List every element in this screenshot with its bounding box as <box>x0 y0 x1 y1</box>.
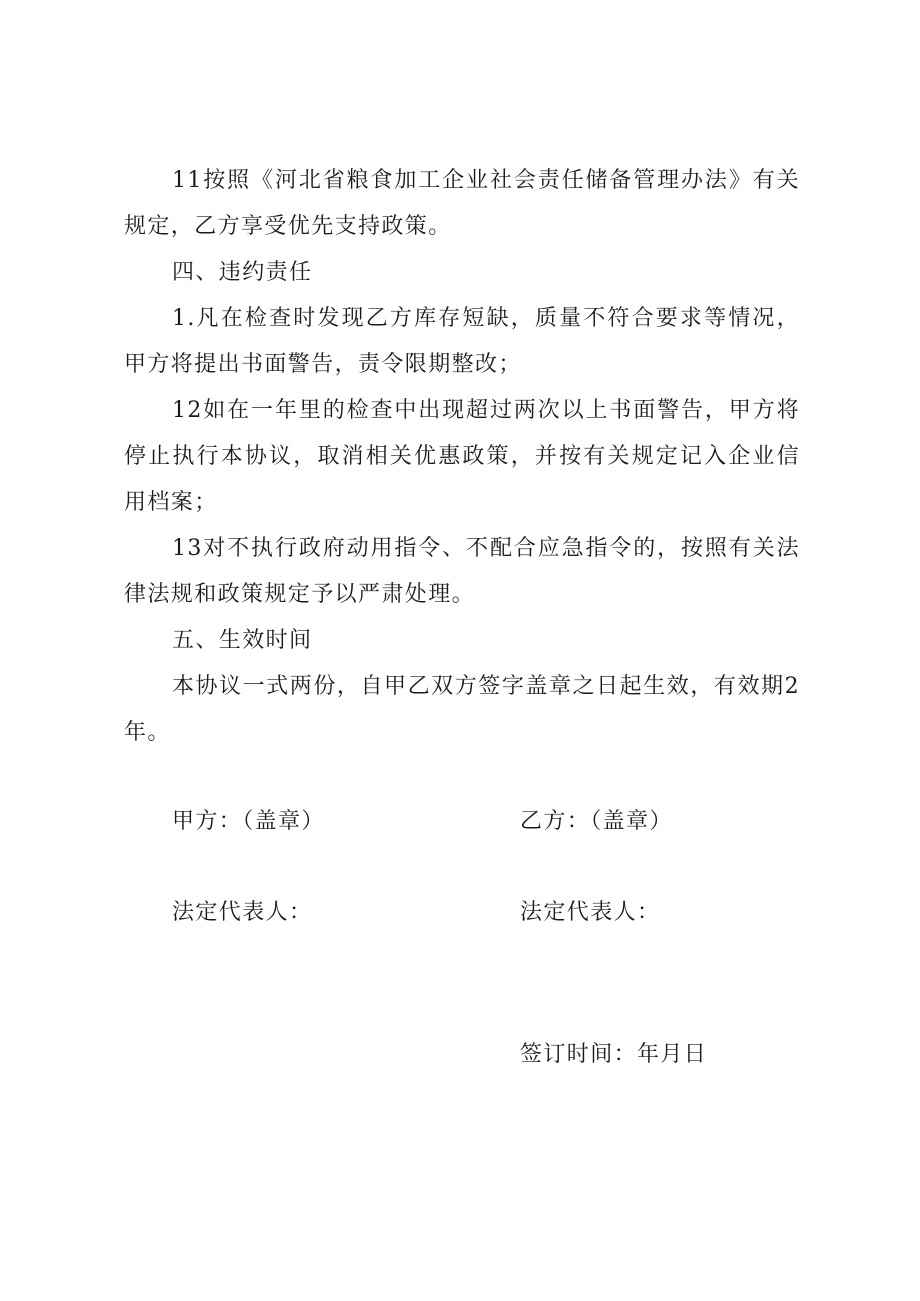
clause-11: 11按照《河北省粮食加工企业社会责任储备管理办法》有关规定，乙方享受优先支持政策。 <box>124 168 800 239</box>
party-b-signature-line <box>520 807 673 837</box>
party-a-label: 甲方： <box>172 809 243 834</box>
party-a-signature-line <box>172 807 325 837</box>
section-heading-breach-liability: 四、违约责任 <box>172 260 313 285</box>
clause-12: 12如在一年里的检查中出现超过两次以上书面警告，甲方将停止执行本协议，取消相关优惠政策，并按有关规定记入企业信用档案； <box>124 398 800 515</box>
party-a-legal-representative: 法定代表人： <box>172 900 313 925</box>
party-b-legal-representative: 法定代表人： <box>520 900 661 925</box>
effective-clause: 本协议一式两份，自甲乙双方签字盖章之日起生效，有效期2年。 <box>124 674 800 745</box>
clause-1: 1.凡在检查时发现乙方库存短缺，质量不符合要求等情况，甲方将提出书面警告，责令限期整改； <box>124 306 800 377</box>
section-heading-effective-time: 五、生效时间 <box>172 628 313 653</box>
party-b-label: 乙方： <box>520 809 591 834</box>
party-a-stamp: （盖章） <box>242 809 325 834</box>
party-b-stamp: （盖章） <box>590 809 673 834</box>
signing-date: 签订时间：年月日 <box>520 1042 708 1067</box>
clause-13: 13对不执行政府动用指令、不配合应急指令的，按照有关法律法规和政策规定予以严肃处理。 <box>124 536 800 607</box>
